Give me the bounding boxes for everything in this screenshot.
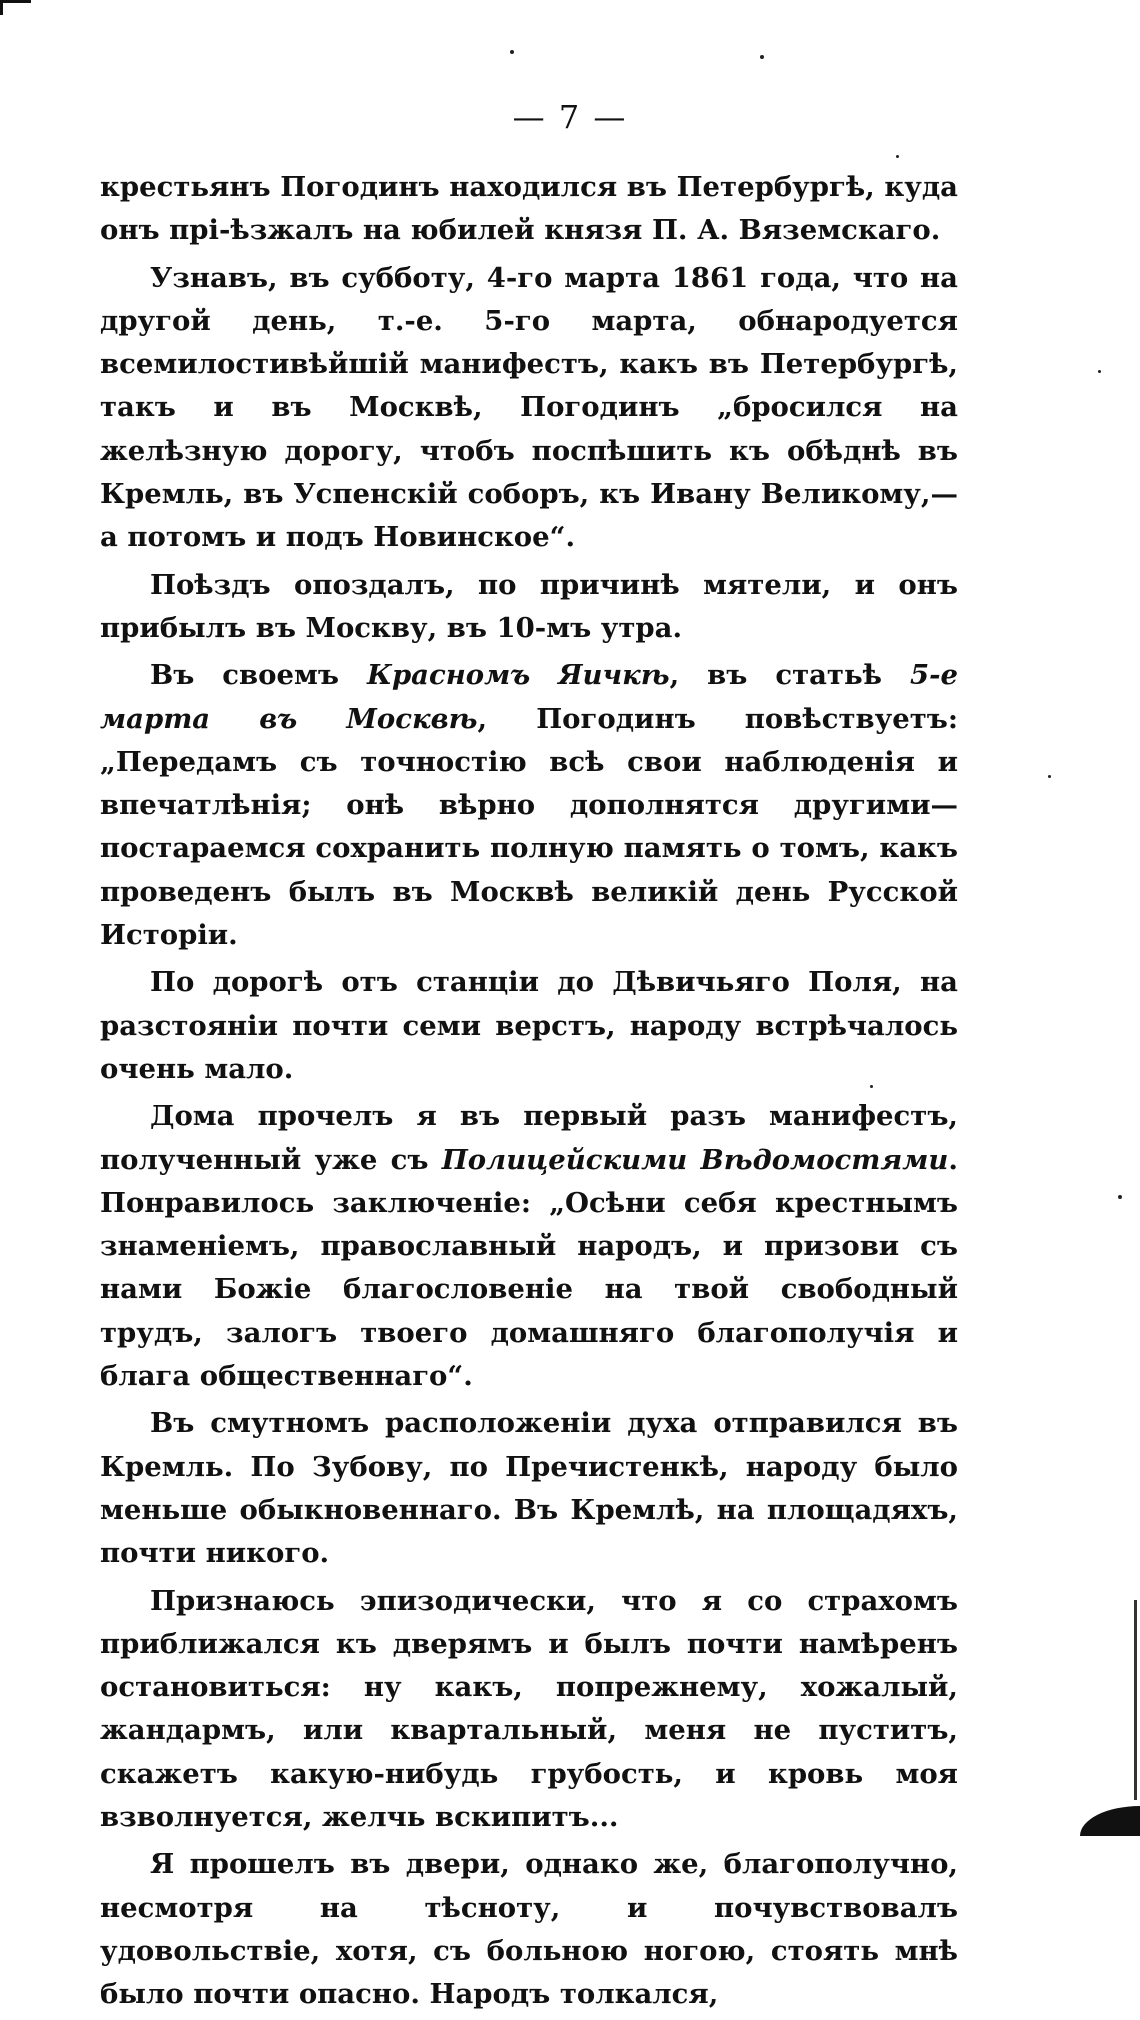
text-run: Я прошелъ въ двери, однако же, благополучно, несмотря на тѣсноту, и почувствовалъ удовольствіе, хотя, съ больною ногою, стоять мнѣ было почти опасно. Народъ толкался,	[100, 1848, 958, 2011]
scan-speck	[870, 1085, 873, 1088]
paragraph	[100, 961, 958, 1091]
paragraph	[100, 1095, 958, 1398]
text-run: Узнавъ, въ субботу, 4-го марта 1861 года, что на другой день, т.-е. 5-го марта, обнародуется всемилостивѣйшій манифестъ, какъ въ Петербургѣ, такъ и въ Москвѣ, Погодинъ „бросился на желѣзную дорогу, чтобъ поспѣшить къ обѣднѣ въ Кремль, въ Успенскій соборъ, къ Ивану Великому,—а потомъ и подъ Новинское“.	[100, 261, 958, 554]
text-run: крестьянъ Погодинъ находился въ Петербургѣ, куда онъ прі-ѣзжалъ на юбилей князя П. А. Вяземскаго.	[100, 171, 958, 247]
text-run: Поѣздъ опоздалъ, по причинѣ мятели, и онъ прибылъ въ Москву, въ 10-мъ утра.	[100, 568, 958, 644]
scan-speck	[1048, 775, 1051, 778]
text-run: По дорогѣ отъ станціи до Дѣвичьяго Поля, на разстояніи почти семи верстъ, народу встрѣчалось очень мало.	[100, 966, 958, 1085]
italic-title: 5-е марта въ Москвѣ	[100, 659, 958, 735]
scan-speck	[1098, 370, 1101, 373]
body-text	[100, 166, 958, 2020]
italic-title: Красномъ Яичкѣ	[366, 659, 670, 692]
paragraph	[100, 1402, 958, 1575]
scan-edge-mark	[0, 0, 31, 15]
text-run: Въ своемъ	[150, 659, 367, 692]
paragraph	[100, 166, 958, 253]
page-number: — 7 —	[512, 98, 628, 136]
scan-speck	[896, 155, 899, 158]
scan-speck	[1118, 1195, 1122, 1199]
paragraph	[100, 564, 958, 651]
paragraph	[100, 1843, 958, 2016]
paragraph	[100, 654, 958, 957]
text-run: Дома прочелъ я въ первый разъ манифестъ, полученный уже съ	[100, 1100, 958, 1176]
text-run: Признаюсь эпизодически, что я со страхомъ приближался къ дверямъ и былъ почти намѣренъ остановиться: ну какъ, попрежнему, хожалый, жандармъ, или квартальный, меня не пуститъ, скажетъ какую-нибудь грубость, и кровь моя взволнуется, желчь вскипитъ...	[100, 1584, 958, 1833]
italic-title: Полицейскими Вѣдомостями	[441, 1143, 949, 1176]
text-run: Въ смутномъ расположеніи духа отправился въ Кремль. По Зубову, по Пречистенкѣ, народу было меньше обыкновеннаго. Въ Кремлѣ, на площадяхъ, почти никого.	[100, 1407, 958, 1570]
paragraph	[100, 1580, 958, 1840]
text-run: . Понравилось заключеніе: „Осѣни себя крестнымъ знаменіемъ, православный народъ, и призови съ нами Божіе благословеніе на твой свободный трудъ, залогъ твоего домашняго благополучія и блага общественнаго“.	[100, 1143, 958, 1393]
scan-edge-line	[1134, 1600, 1137, 1800]
scan-speck	[760, 55, 764, 59]
paragraph	[100, 257, 958, 560]
scan-speck	[510, 50, 514, 54]
scan-corner-shadow	[1080, 1806, 1140, 1836]
text-run: , въ статьѣ	[669, 659, 910, 692]
text-run: , Погодинъ повѣствуетъ: „Передамъ съ точностію всѣ свои наблюденія и впечатлѣнія; онѣ вѣрно дополнятся другими—постараемся сохранить полную память о томъ, какъ проведенъ былъ въ Москвѣ великій день Русской Исторіи.	[100, 702, 958, 952]
